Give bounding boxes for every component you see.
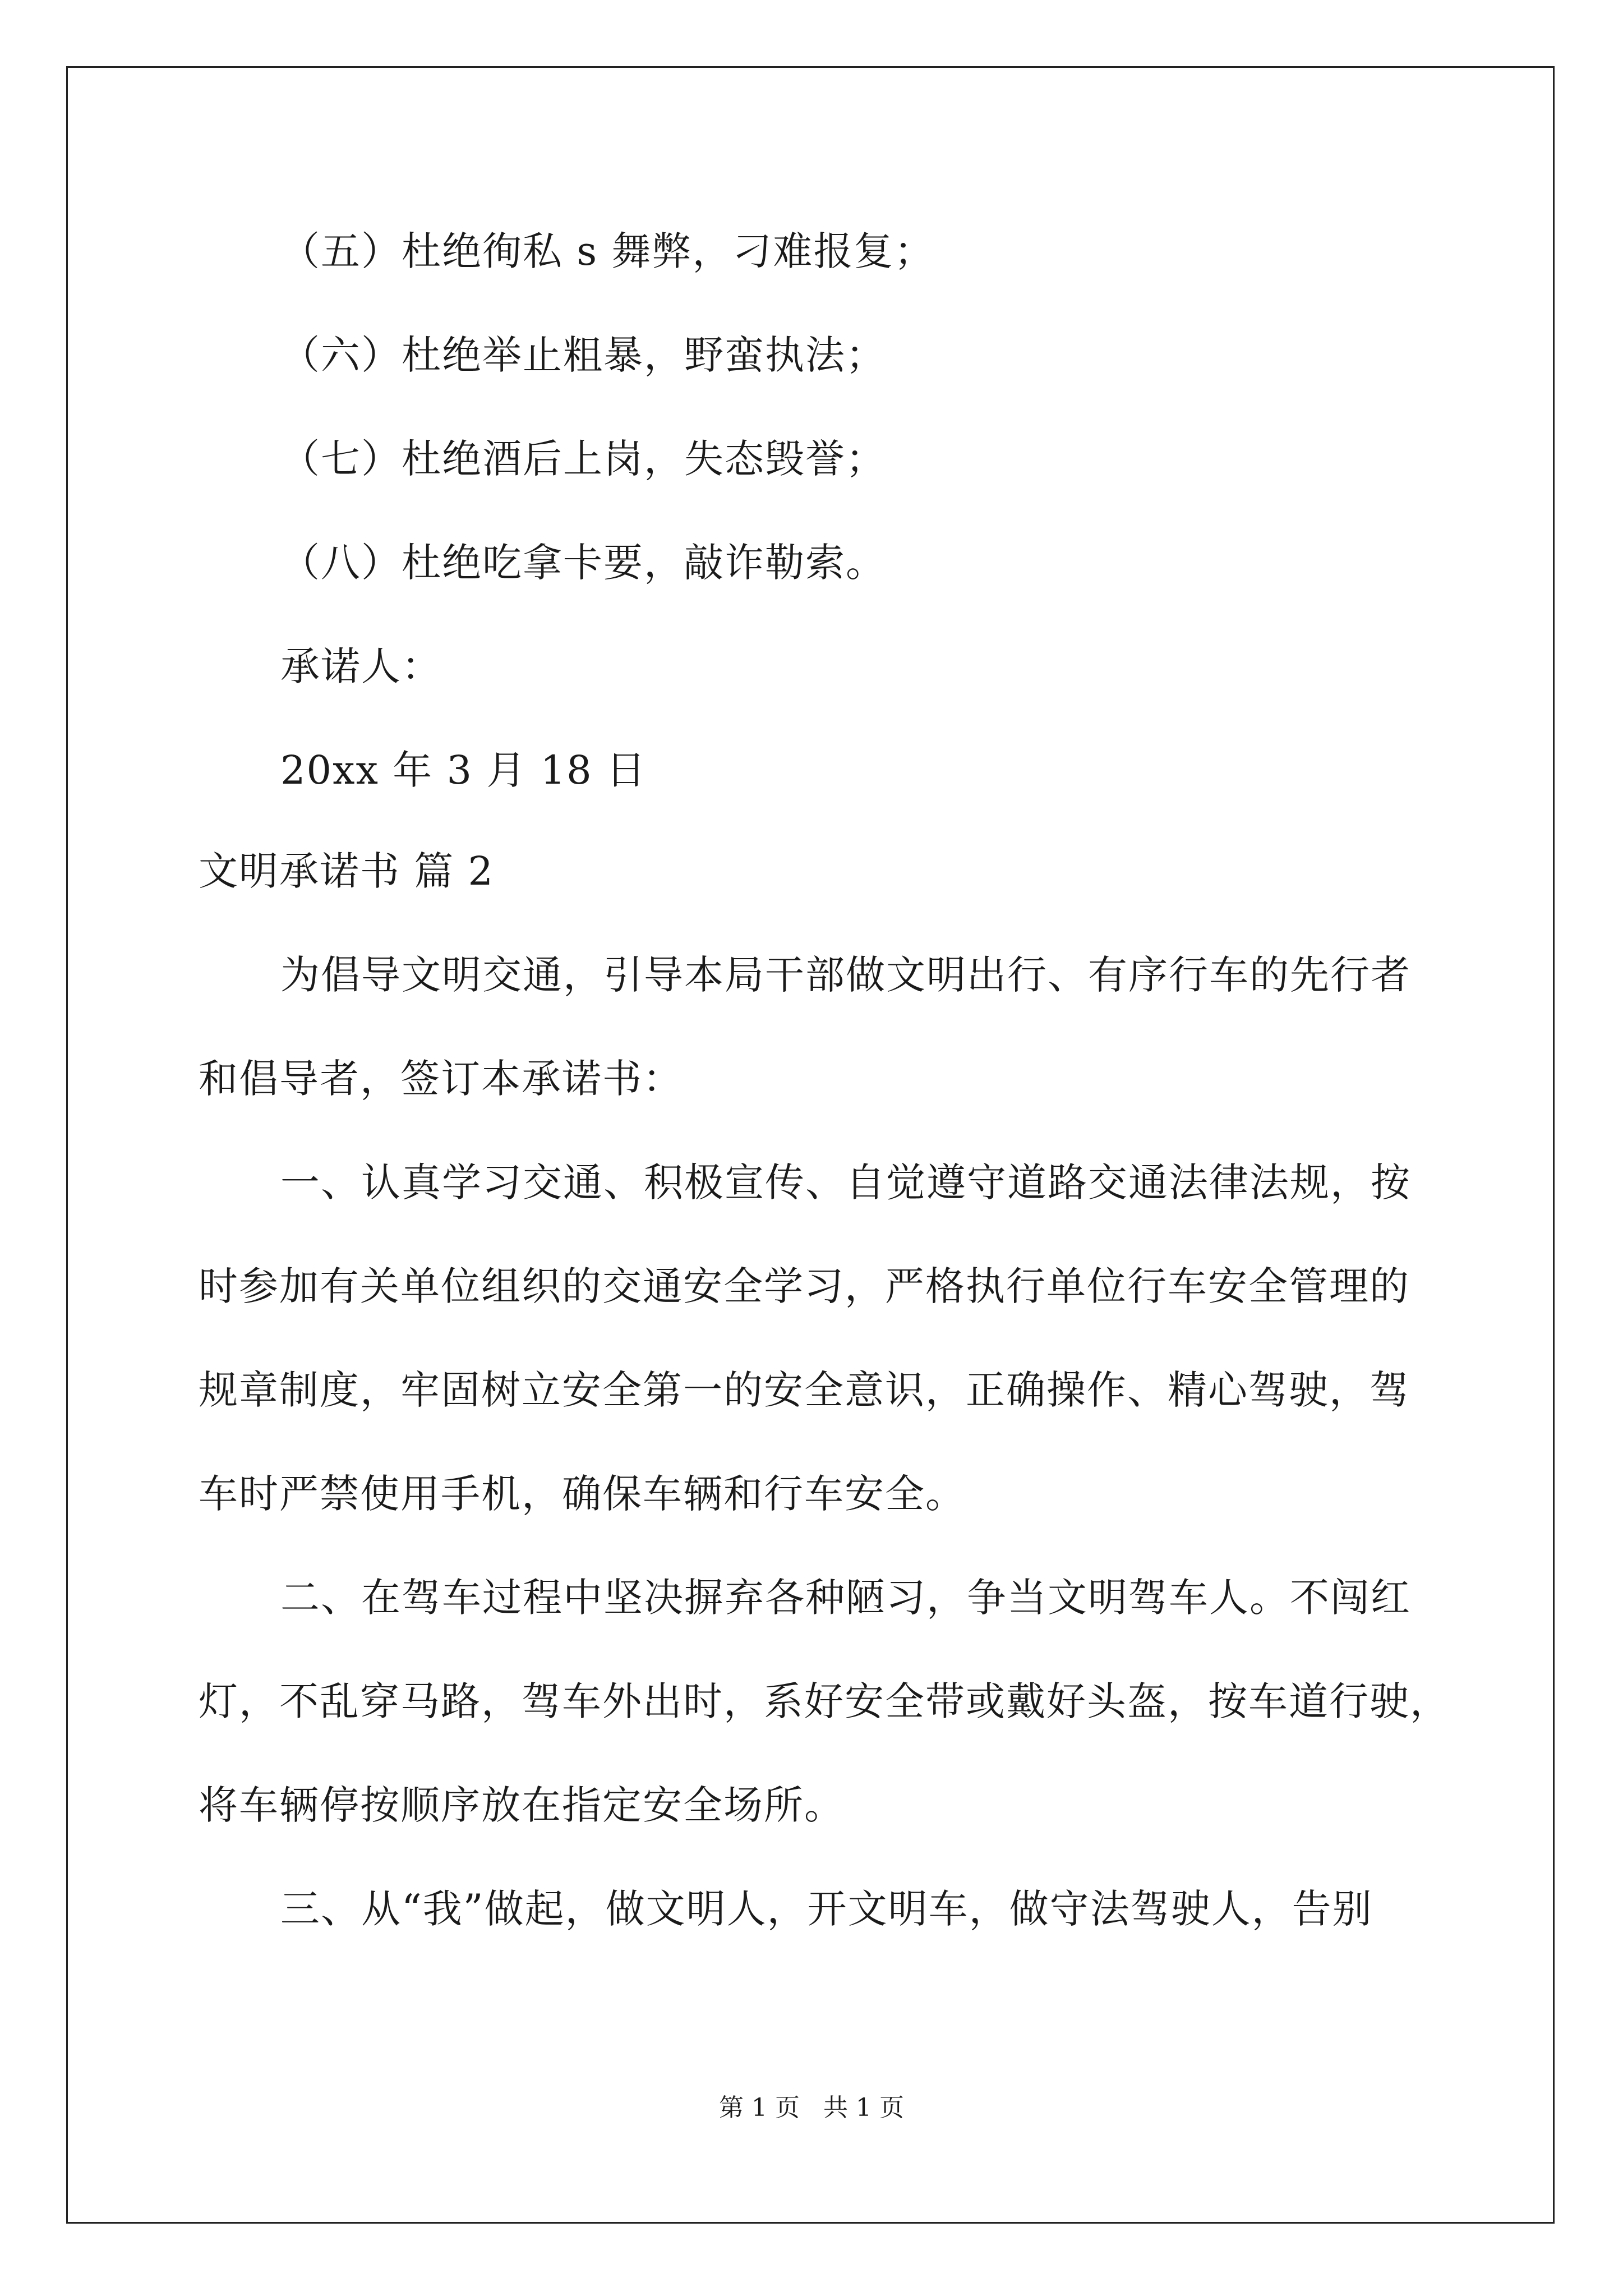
paragraph-line: 为倡导文明交通，引导本局干部做文明出行、有序行车的先行者 [280, 952, 1411, 998]
section-heading: 文明承诺书 篇 2 [199, 848, 495, 894]
clause-eight: （八）杜绝吃拿卡要，敲诈勒索。 [280, 540, 886, 586]
paragraph-line: 规章制度，牢固树立安全第一的安全意识，正确操作、精心驾驶，驾 [199, 1367, 1410, 1413]
date-line: 20xx 年 3 月 18 日 [280, 747, 647, 793]
clause-five: （五）杜绝徇私 s 舞弊，刁难报复； [280, 228, 935, 274]
page-number-footer: 第 1 页 共 1 页 [719, 2093, 904, 2122]
paragraph-line: 车时严禁使用手机，确保车辆和行车安全。 [199, 1471, 966, 1517]
paragraph-line: 三、从“我”做起，做文明人，开文明车，做守法驾驶人，告别 [280, 1886, 1373, 1932]
clause-seven: （七）杜绝酒后上岗，失态毁誉； [280, 436, 886, 482]
paragraph-line: 灯，不乱穿马路，驾车外出时，系好安全带或戴好头盔，按车道行驶， [199, 1678, 1450, 1724]
paragraph-line: 二、在驾车过程中坚决摒弃各种陋习，争当文明驾车人。不闯红 [280, 1575, 1411, 1621]
paragraph-line: 一、认真学习交通、积极宣传、自觉遵守道路交通法律法规，按 [280, 1159, 1411, 1205]
paragraph-line: 时参加有关单位组织的交通安全学习，严格执行单位行车安全管理的 [199, 1263, 1410, 1309]
paragraph-line: 将车辆停按顺序放在指定安全场所。 [199, 1782, 845, 1828]
paragraph-line: 和倡导者，签订本承诺书： [199, 1056, 683, 1102]
promisor-label: 承诺人： [280, 643, 442, 689]
clause-six: （六）杜绝举止粗暴，野蛮执法； [280, 332, 886, 378]
